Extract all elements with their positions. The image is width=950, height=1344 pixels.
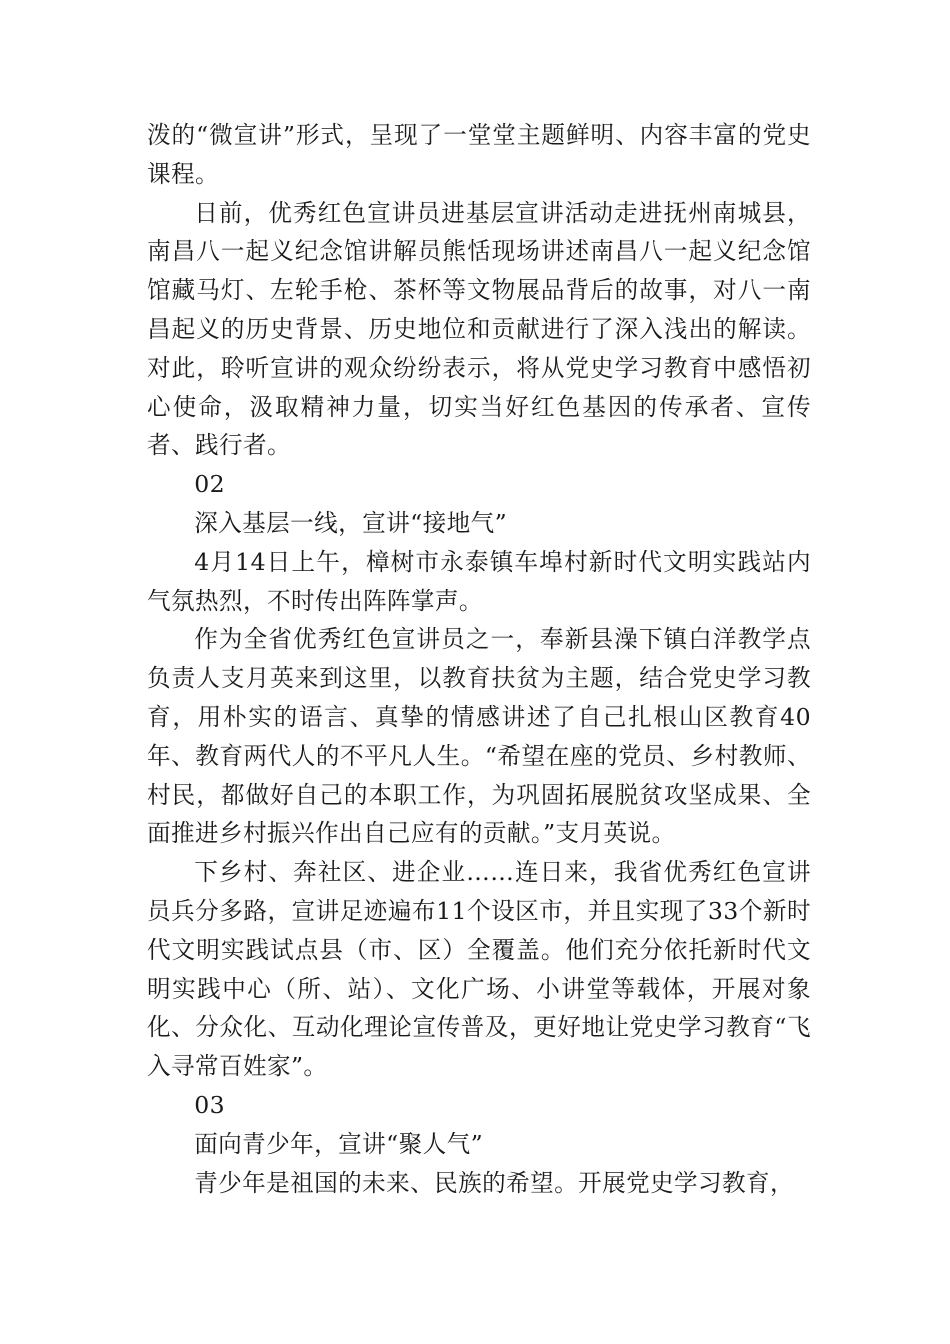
paragraph-nancheng-lecture: 日前，优秀红色宣讲员进基层宣讲活动走进抚州南城县，南昌八一起义纪念馆讲解员熊恬现场讲述南昌八一起义纪念馆馆藏马灯、左轮手枪、茶杯等文物展品背后的故事，对八一南昌起义的历史背景、历史地位和贡献进行了深入浅出的解读。对此，聆听宣讲的观众纷纷表示，将从党史学习教育中感悟初心使命，汲取精神力量，切实当好红色基因的传承者、宣传者、践行者。 bbox=[147, 198, 811, 460]
section-number-03: 03 bbox=[194, 1090, 226, 1119]
paragraph-lecturers-coverage: 下乡村、奔社区、进企业……连日来，我省优秀红色宣讲员兵分多路，宣讲足迹遍布11个设区市，并且实现了33个新时代文明实践试点县（市、区）全覆盖。他们充分依托新时代文明实践中心（所、站）、文化广场、小讲堂等载体，开展对象化、分众化、互动化理论宣传普及，更好地让党史学习教育“飞入寻常百姓家”。 bbox=[147, 858, 811, 1081]
section-heading-03: 面向青少年，宣讲“聚人气” bbox=[194, 1129, 484, 1158]
paragraph-continuation: 泼的“微宣讲”形式，呈现了一堂堂主题鲜明、内容丰富的党史课程。 bbox=[147, 121, 811, 188]
document-body bbox=[147, 116, 811, 1202]
paragraph-youth: 青少年是祖国的未来、民族的希望。开展党史学习教育， bbox=[194, 1168, 795, 1197]
paragraph-zhangshu: 4月14日上午，樟树市永泰镇车埠村新时代文明实践站内气氛热烈，不时传出阵阵掌声。 bbox=[147, 547, 811, 615]
section-number-02: 02 bbox=[194, 470, 226, 499]
paragraph-zhi-yueying: 作为全省优秀红色宣讲员之一，奉新县澡下镇白洋教学点负责人支月英来到这里，以教育扶贫为主题，结合党史学习教育，用朴实的语言、真挚的情感讲述了自己扎根山区教育40年、教育两代人的不平凡人生。“希望在座的党员、乡村教师、村民，都做好自己的本职工作，为巩固拓展脱贫攻坚成果、全面推进乡村振兴作出自己应有的贡献。”支月英说。 bbox=[147, 625, 811, 848]
section-heading-02: 深入基层一线，宣讲“接地气” bbox=[194, 508, 508, 537]
